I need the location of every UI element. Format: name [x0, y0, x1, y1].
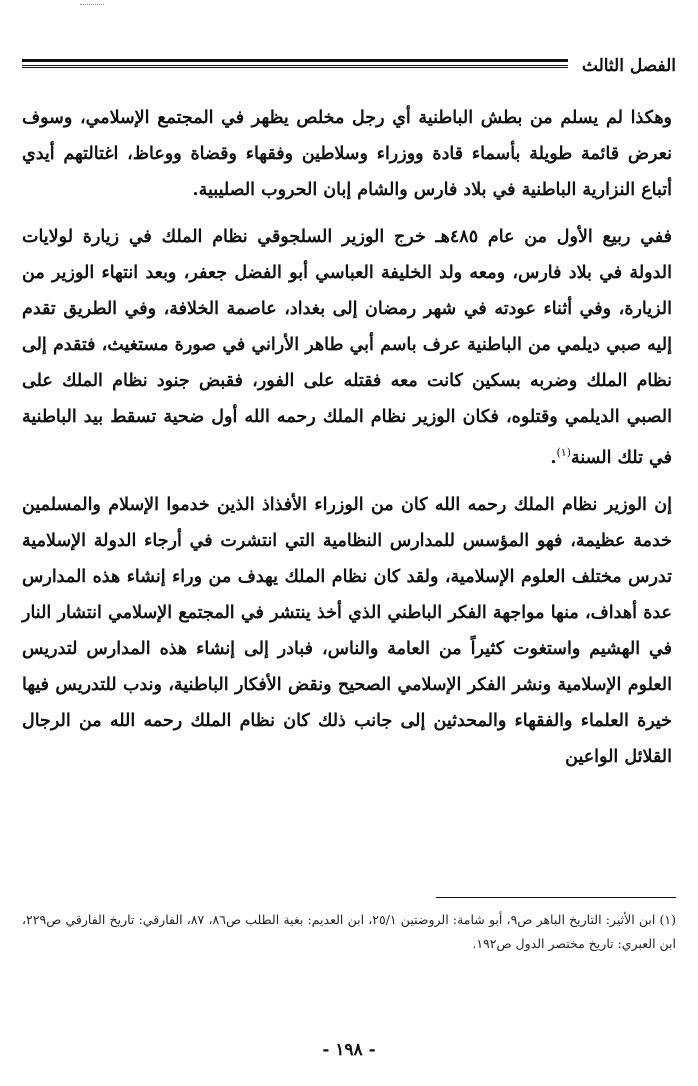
header-rule [22, 59, 568, 66]
paragraph-2-end: . [550, 447, 557, 468]
paragraph-2-text: ففي ربيع الأول من عام ٤٨٥هـ خرج الوزير السلجوقي نظام الملك في زيارة لولايات الدولة في بلاد فارس، ومعه ولد الخليفة العباسي أبو الفضل جعفر، وبعد انتهاء الوزير من الزيارة، وفي أثناء عودته في شهر رمضان إلى بغداد، عاصمة الخلافة، وفي الطريق تقدم إليه صبي ديلمي من الباطنية عرف باسم أبي طاهر الأراني في صورة مستغيث، فتقدم إلى نظام الملك وضربه بسكين كانت معه فقتله على الفور، فقبض جنود نظام الملك على الصبي الديلمي وقتلوه، فكان الوزير نظام الملك رحمه الله أول ضحية تسقط بيد الباطنية في تلك السنة [22, 227, 673, 468]
main-text [22, 100, 672, 786]
page-header [22, 50, 676, 82]
paragraph-2 [22, 219, 672, 476]
header-rule-thin [22, 67, 568, 68]
paragraph-3: إن الوزير نظام الملك رحمه الله كان من الوزراء الأفذاذ الذين خدموا الإسلام والمسلمين خدمة عظيمة، فهو المؤسس للمدارس النظامية التي انتشرت في أرجاء الدولة الإسلامية تدرس مختلف العلوم الإسلامية، ولقد كان نظام الملك يهدف من وراء إنشاء هذه المدارس عدة أهداف، منها مواجهة الفكر الباطني الذي أخذ ينتشر في المجتمع الإسلامي انتشار النار في الهشيم واستغوت كثيراً من العامة والناس، فبادر إلى إنشاء هذه المدارس لتدريس العلوم الإسلامية ونشر الفكر الإسلامي الصحيح ونقض الأفكار الباطنية، وندب للتدريس فيها خيرة العلماء والفقهاء والمحدثين إلى جانب ذلك كان نظام الملك رحمه الله من الرجال القلائل الواعين [22, 494, 672, 767]
chapter-title: الفصل الثالث [581, 56, 676, 76]
scan-mark [80, 4, 104, 5]
footnote-separator [436, 897, 676, 898]
paragraph-1: وهكذا لم يسلم من بطش الباطنية أي رجل مخلص يظهر في المجتمع الإسلامي، وسوف نعرض قائمة طويلة بأسماء قادة ووزراء وسلاطين وفقهاء وقضاة ووعاظ، اغتالتهم أيدي أتباع النزارية الباطنية في بلاد فارس والشام إبان الحروب الصليبية. [22, 108, 672, 200]
page-number: - ١٩٨ - [322, 1040, 376, 1060]
footnote: (١) ابن الأثير: التاريخ الباهر ص٩، أبو شامة: الروضتين ٢٥/١، ابن العديم: بغية الطلب ص٨٦، ٨٧، الفارقي: تاريخ الفارقي ص٢٢٩، ابن العبري: تاريخ مختصر الدول ص١٩٢. [22, 912, 676, 951]
footnote-marker: (١) [556, 446, 571, 459]
